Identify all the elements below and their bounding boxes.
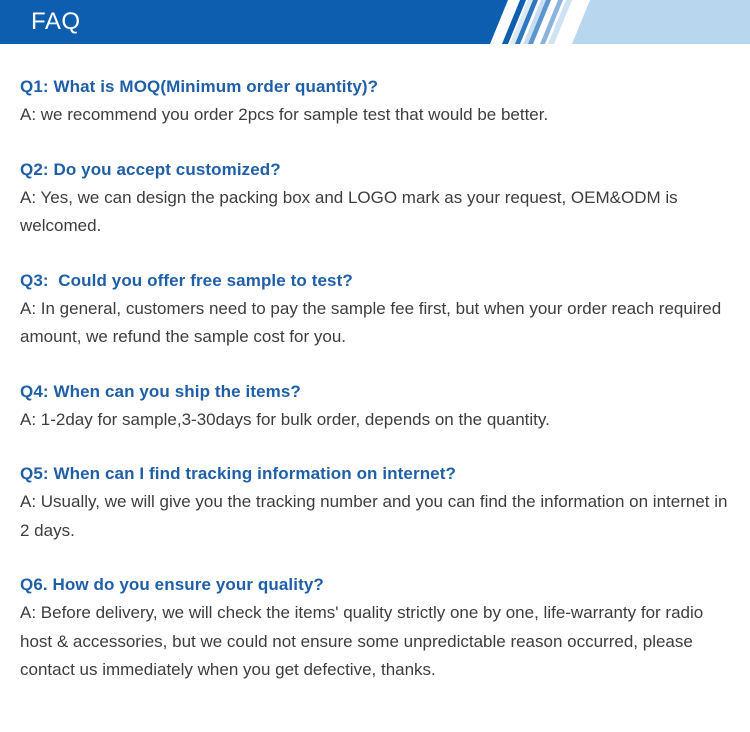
faq-item-q2: [20, 156, 730, 241]
faq-answer: A: we recommend you order 2pcs for sample test that would be better.: [20, 105, 549, 124]
faq-item-q5: [20, 460, 730, 545]
header-banner-graphic: [0, 0, 750, 44]
faq-question: Q1: What is MOQ(Minimum order quantity)?: [20, 77, 379, 96]
faq-answer: A: 1-2day for sample,3-30days for bulk order, depends on the quantity.: [20, 409, 550, 429]
banner-light-section: [572, 0, 750, 44]
faq-item-q4: [20, 378, 730, 435]
faq-header-banner: [0, 0, 750, 44]
faq-answer: A: In general, customers need to pay the sample fee first, but when your order reach required amount, we refund the sample cost for you.: [20, 298, 722, 346]
faq-question: Q5: When can I find tracking information on internet?: [20, 464, 456, 483]
faq-question: Q3: Could you offer free sample to test?: [20, 270, 353, 290]
faq-list: [20, 73, 730, 711]
faq-item-q1: [20, 73, 730, 130]
faq-answer: A: Before delivery, we will check the items' quality strictly one by one, life-warranty for radio host & accessories, but we could not ensure some unpredictable reason occurred, please contact us immediately when you get defective, thanks.: [20, 603, 704, 679]
faq-item-q6: [20, 571, 730, 685]
faq-item-q3: [20, 267, 730, 352]
page-title: FAQ: [31, 8, 81, 35]
faq-question: Q6. How do you ensure your quality?: [20, 575, 324, 594]
faq-answer: A: Usually, we will give you the tracking number and you can find the information on internet in 2 days.: [20, 492, 728, 540]
faq-question: Q2: Do you accept customized?: [20, 159, 281, 179]
faq-question: Q4: When can you ship the items?: [20, 381, 301, 401]
faq-answer: A: Yes, we can design the packing box and LOGO mark as your request, OEM&ODM is welcomed.: [20, 187, 678, 235]
